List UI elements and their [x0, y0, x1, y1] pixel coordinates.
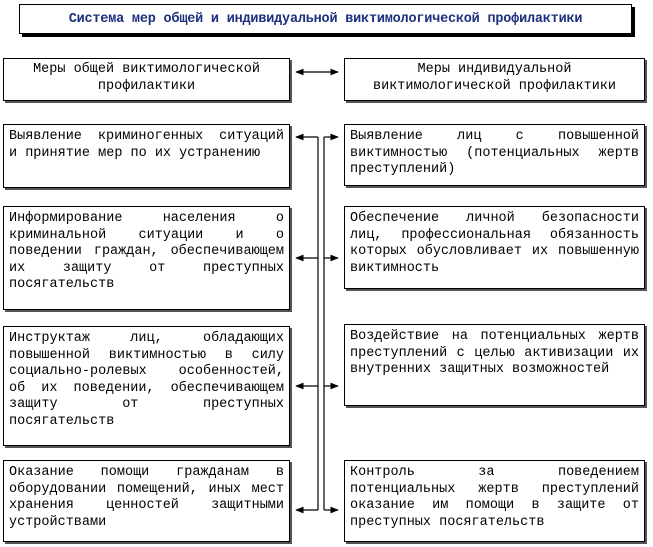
- left-item-2: Информирование населения о криминальной ситуации и о поведении граждан, обеспечивающем их защиту от преступных посягательств: [3, 206, 290, 310]
- diagram-title: Система мер общей и индивидуальной виктимологической профилактики: [19, 4, 632, 34]
- right-item-2: Обеспечение личной безопасности лиц, профессиональная обязанность которых обусловливает их повышенную виктимность: [344, 206, 645, 289]
- left-item-1: Выявление криминогенных ситуаций и принятие мер по их устранению: [3, 124, 290, 188]
- left-item-3: Инструктаж лиц, обладающих повышенной виктимностью в силу социально-ролевых особенностей, об их поведении, обеспечивающем защиту от преступных посягательств: [3, 326, 290, 446]
- right-item-1: Выявление лиц с повышенной виктимностью (потенциальных жертв преступлений): [344, 124, 645, 186]
- right-item-3: Воздействие на потенциальных жертв преступлений с целью активизации их внутренних защитных возможностей: [344, 324, 645, 406]
- right-header: Меры индивидуальной виктимологической профилактики: [344, 58, 645, 101]
- left-header: Меры общей виктимологической профилактики: [3, 58, 290, 101]
- right-item-4: Контроль за поведением потенциальных жертв преступлений оказание им помощи в защите от преступных посягательств: [344, 460, 645, 542]
- left-item-4: Оказание помощи гражданам в оборудовании помещений, иных мест хранения ценностей защитными устройствами: [3, 460, 290, 542]
